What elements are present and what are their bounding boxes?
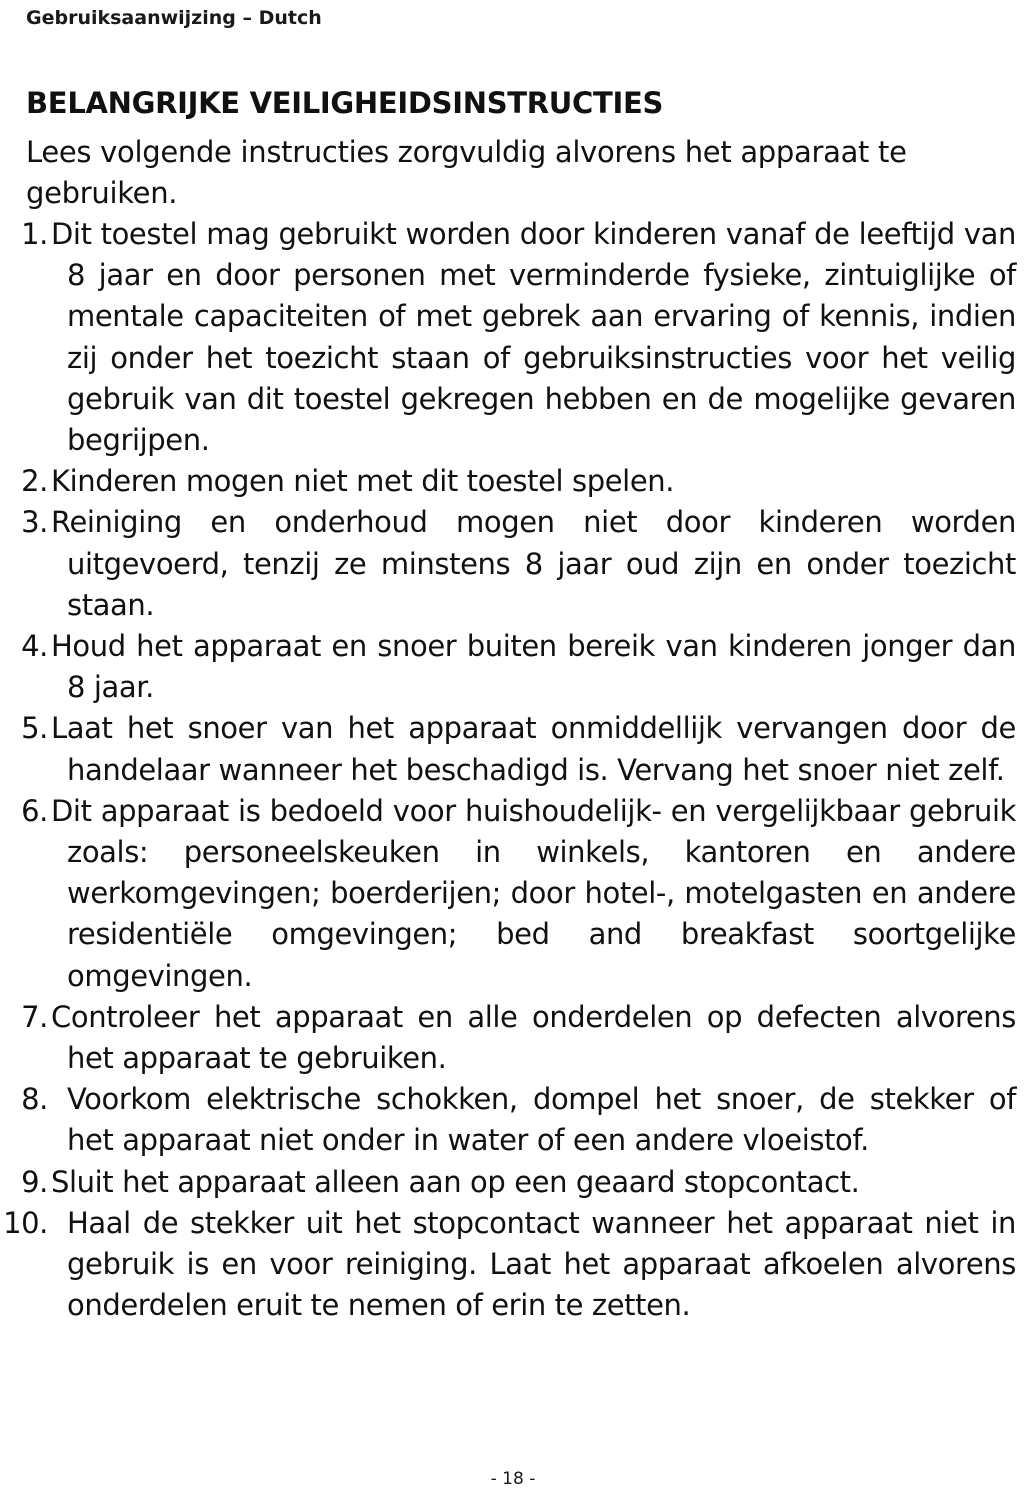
intro-paragraph: Lees volgende instructies zorgvuldig alvorens het apparaat te gebruiken. bbox=[26, 135, 907, 210]
instruction-item bbox=[0, 214, 1026, 461]
instruction-item bbox=[0, 1203, 1026, 1327]
instruction-item bbox=[0, 791, 1026, 997]
instruction-text: Laat het snoer van het apparaat onmiddellijk vervangen door de handelaar wanneer het beschadigd is. Vervang het snoer niet zelf. bbox=[51, 711, 1016, 787]
instruction-number: 3. bbox=[21, 505, 48, 540]
instruction-number: 10. bbox=[3, 1205, 48, 1240]
instruction-item bbox=[0, 461, 1026, 502]
instruction-item bbox=[0, 708, 1026, 790]
instruction-text: Kinderen mogen niet met dit toestel spelen. bbox=[51, 464, 675, 499]
instruction-text: Controleer het apparaat en alle onderdelen op defecten alvorens het apparaat te gebruiken. bbox=[51, 999, 1016, 1076]
instruction-text: Dit toestel mag gebruikt worden door kinderen vanaf de leeftijd van 8 jaar en door personen met verminderde fysieke, zintuiglijke of mentale capaciteiten of met gebrek aan ervaring of kennis, indien zij onder het toezicht staan of gebruiksinstructies voor het veilig gebruik van dit toestel gekregen hebben en de mogelijke gevaren begrijpen. bbox=[51, 217, 1016, 458]
instruction-number: 8. bbox=[21, 1082, 48, 1117]
instruction-number: 7. bbox=[21, 999, 48, 1034]
instruction-number: 9. bbox=[21, 1164, 48, 1199]
instruction-text: Houd het apparaat en snoer buiten bereik van kinderen jonger dan 8 jaar. bbox=[51, 629, 1016, 705]
page-number: - 18 - bbox=[490, 1469, 536, 1489]
instruction-text: Haal de stekker uit het stopcontact wanneer het apparaat niet in gebruik is en voor reiniging. Laat het apparaat afkoelen alvorens onderdelen eruit te nemen of erin te zetten. bbox=[67, 1205, 1016, 1323]
instruction-number: 4. bbox=[21, 629, 48, 664]
instruction-item bbox=[0, 1079, 1026, 1161]
instruction-item bbox=[0, 626, 1026, 708]
section-heading: BELANGRIJKE VEILIGHEIDSINSTRUCTIES bbox=[26, 86, 664, 120]
instruction-number: 2. bbox=[21, 464, 48, 499]
instruction-item bbox=[0, 502, 1026, 626]
instruction-number: 5. bbox=[21, 711, 48, 746]
instruction-text: Reiniging en onderhoud mogen niet door kinderen worden uitgevoerd, tenzij ze minstens 8 jaar oud zijn en onder toezicht staan. bbox=[51, 505, 1016, 622]
instruction-list bbox=[0, 214, 1026, 1326]
page-header-label: Gebruiksaanwijzing – Dutch bbox=[26, 7, 322, 29]
instruction-item bbox=[0, 1162, 1026, 1203]
instruction-item bbox=[0, 997, 1026, 1079]
instruction-text: Voorkom elektrische schokken, dompel het snoer, de stekker of het apparaat niet onder in water of een andere vloeistof. bbox=[67, 1082, 1016, 1158]
instruction-text: Dit apparaat is bedoeld voor huishoudelijk- en vergelijkbaar gebruik zoals: personeelskeuken in winkels, kantoren en andere werkomgevingen; boerderijen; door hotel-, motelgasten en andere residentiële omgevingen; bed and breakfast soortgelijke omgevingen. bbox=[51, 793, 1016, 993]
instruction-number: 1. bbox=[21, 217, 48, 251]
instruction-number: 6. bbox=[21, 793, 48, 828]
instruction-text: Sluit het apparaat alleen aan op een geaard stopcontact. bbox=[51, 1164, 860, 1199]
